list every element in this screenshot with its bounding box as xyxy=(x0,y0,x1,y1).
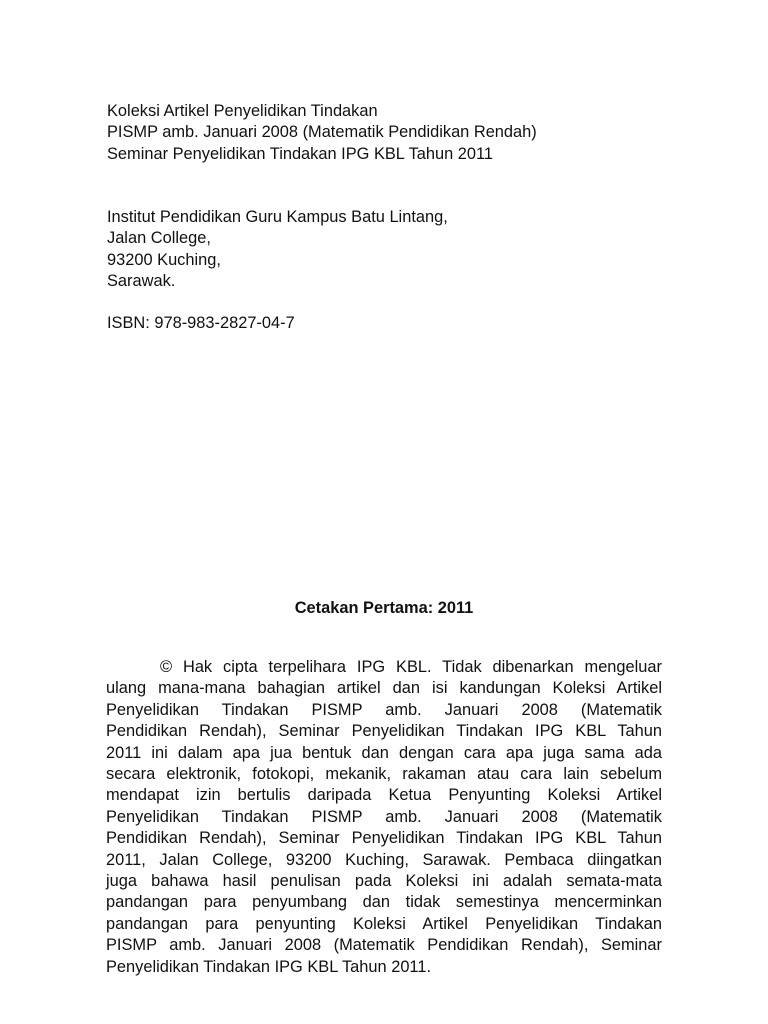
address-line: Jalan College, xyxy=(107,229,211,248)
title-line: Seminar Penyelidikan Tindakan IPG KBL Tahun 2011 xyxy=(107,144,494,163)
edition-heading: Cetakan Pertama: 2011 xyxy=(294,599,474,617)
title-line: Koleksi Artikel Penyelidikan Tindakan xyxy=(107,102,378,120)
title-line: PISMP amb. Januari 2008 (Matematik Pendidikan Rendah) xyxy=(107,123,537,142)
copyright-line: Pendidikan Rendah), Seminar Penyelidikan Tindakan IPG KBL Tahun xyxy=(106,722,662,741)
copyright-line: ulang mana-mana bahagian artikel dan isi kandungan Koleksi Artikel xyxy=(106,679,662,698)
copyright-line: juga bahawa hasil penulisan pada Koleksi ini adalah semata-mata xyxy=(106,872,662,891)
copyright-line: pandangan para penyumbang dan tidak semestinya mencerminkan xyxy=(106,893,662,912)
address-line: Sarawak. xyxy=(107,272,176,291)
copyright-line: Penyelidikan Tindakan PISMP amb. Januari 2008 (Matematik xyxy=(106,700,662,719)
copyright-line: © Hak cipta terpelihara IPG KBL. Tidak dibenarkan mengeluar xyxy=(160,658,662,676)
isbn-line: ISBN: 978-983-2827-04-7 xyxy=(107,314,295,332)
copyright-line: Penyelidikan Tindakan IPG KBL Tahun 2011. xyxy=(106,957,432,976)
address-line: Institut Pendidikan Guru Kampus Batu Lintang, xyxy=(107,208,448,226)
copyright-line: 2011 ini dalam apa jua bentuk dan dengan cara apa juga sama ada xyxy=(106,743,662,762)
copyright-line: pandangan para penyunting Koleksi Artikel Penyelidikan Tindakan xyxy=(106,914,662,933)
copyright-paragraph xyxy=(106,657,662,978)
copyright-line: PISMP amb. Januari 2008 (Matematik Pendidikan Rendah), Seminar xyxy=(106,936,662,955)
copyright-line: Pendidikan Rendah), Seminar Penyelidikan Tindakan IPG KBL Tahun xyxy=(106,829,662,848)
address-line: 93200 Kuching, xyxy=(107,250,221,269)
publication-title-block xyxy=(107,101,537,165)
copyright-line: Penyelidikan Tindakan PISMP amb. Januari 2008 (Matematik xyxy=(106,807,662,826)
copyright-line: secara elektronik, fotokopi, mekanik, rakaman atau cara lain sebelum xyxy=(106,765,662,784)
publisher-address-block xyxy=(107,207,448,293)
copyright-line: 2011, Jalan College, 93200 Kuching, Sarawak. Pembaca diingatkan xyxy=(106,850,662,869)
copyright-line: mendapat izin bertulis daripada Ketua Penyunting Koleksi Artikel xyxy=(106,786,662,805)
